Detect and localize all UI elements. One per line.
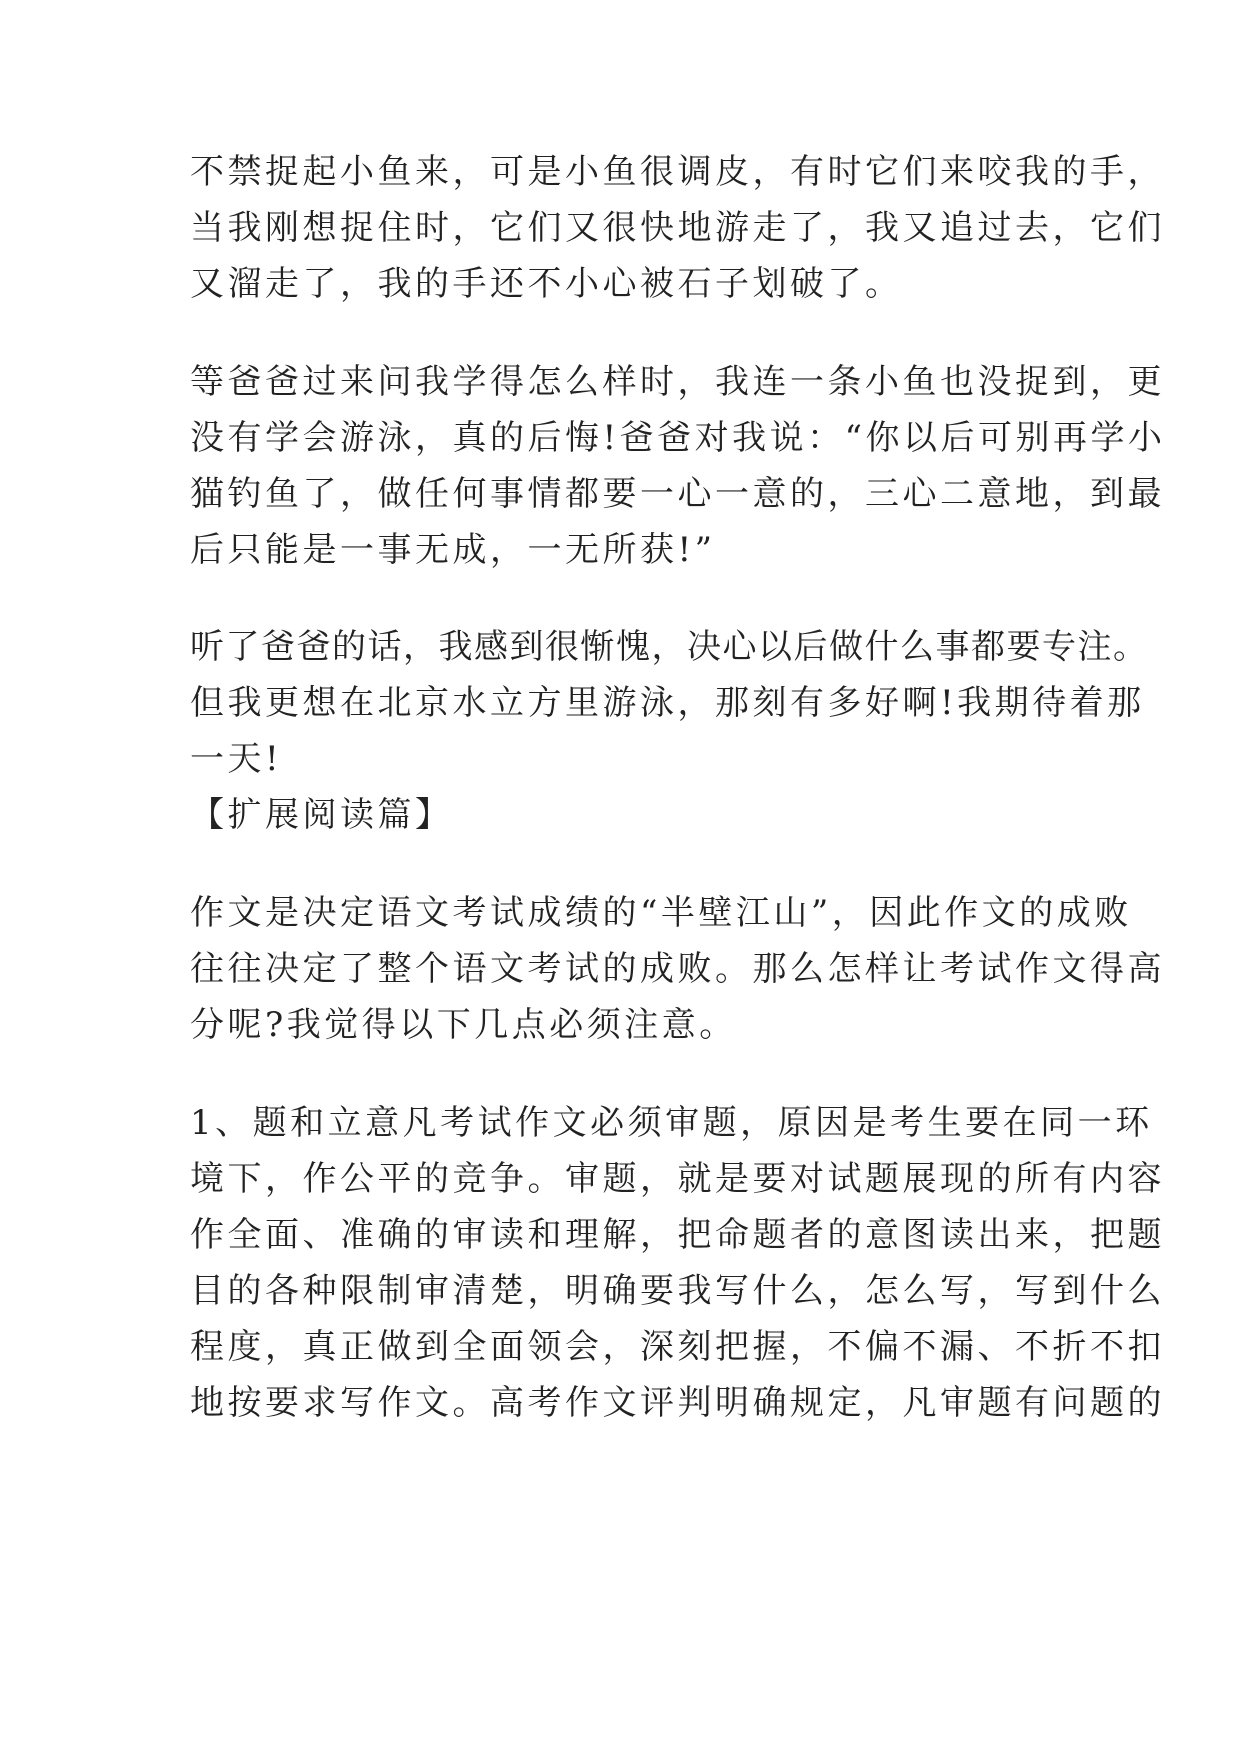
text-line: 一天! — [190, 739, 283, 779]
text-line: 当我刚想捉住时，它们又很快地游走了，我又追过去，它们 — [190, 208, 1165, 248]
text-line: 程度，真正做到全面领会，深刻把握，不偏不漏、不折不扣 — [190, 1327, 1165, 1367]
text-line: 不禁捉起小鱼来，可是小鱼很调皮，有时它们来咬我的手， — [190, 152, 1165, 192]
text-line: 等爸爸过来问我学得怎么样时，我连一条小鱼也没捉到，更 — [190, 362, 1165, 402]
text-line: 目的各种限制审清楚，明确要我写什么，怎么写，写到什么 — [190, 1271, 1165, 1311]
text-line: 听了爸爸的话，我感到很惭愧，决心以后做什么事都要专注。 — [190, 627, 1149, 667]
text-line: 地按要求写作文。高考作文评判明确规定，凡审题有问题的 — [190, 1383, 1165, 1423]
text-line: 作全面、准确的审读和理解，把命题者的意图读出来，把题 — [190, 1215, 1165, 1255]
text-line: 境下，作公平的竞争。审题，就是要对试题展现的所有内容 — [190, 1159, 1165, 1199]
text-line: 但我更想在北京水立方里游泳，那刻有多好啊!我期待着那 — [190, 683, 1145, 723]
text-line: 1、题和立意凡考试作文必须审题，原因是考生要在同一环 — [190, 1103, 1153, 1143]
text-line: 猫钓鱼了，做任何事情都要一心一意的，三心二意地，到最 — [190, 474, 1165, 514]
text-line: 又溜走了，我的手还不小心被石子划破了。 — [190, 264, 903, 304]
text-line: 往往决定了整个语文考试的成败。那么怎样让考试作文得高 — [190, 949, 1165, 989]
section-heading: 【扩展阅读篇】 — [190, 795, 453, 835]
text-line: 作文是决定语文考试成绩的“半壁江山”，因此作文的成败 — [190, 893, 1132, 933]
text-line: 后只能是一事无成，一无所获!” — [190, 530, 716, 570]
text-line: 没有学会游泳，真的后悔!爸爸对我说：“你以后可别再学小 — [190, 418, 1166, 458]
text-line: 分呢?我觉得以下几点必须注意。 — [190, 1005, 737, 1045]
